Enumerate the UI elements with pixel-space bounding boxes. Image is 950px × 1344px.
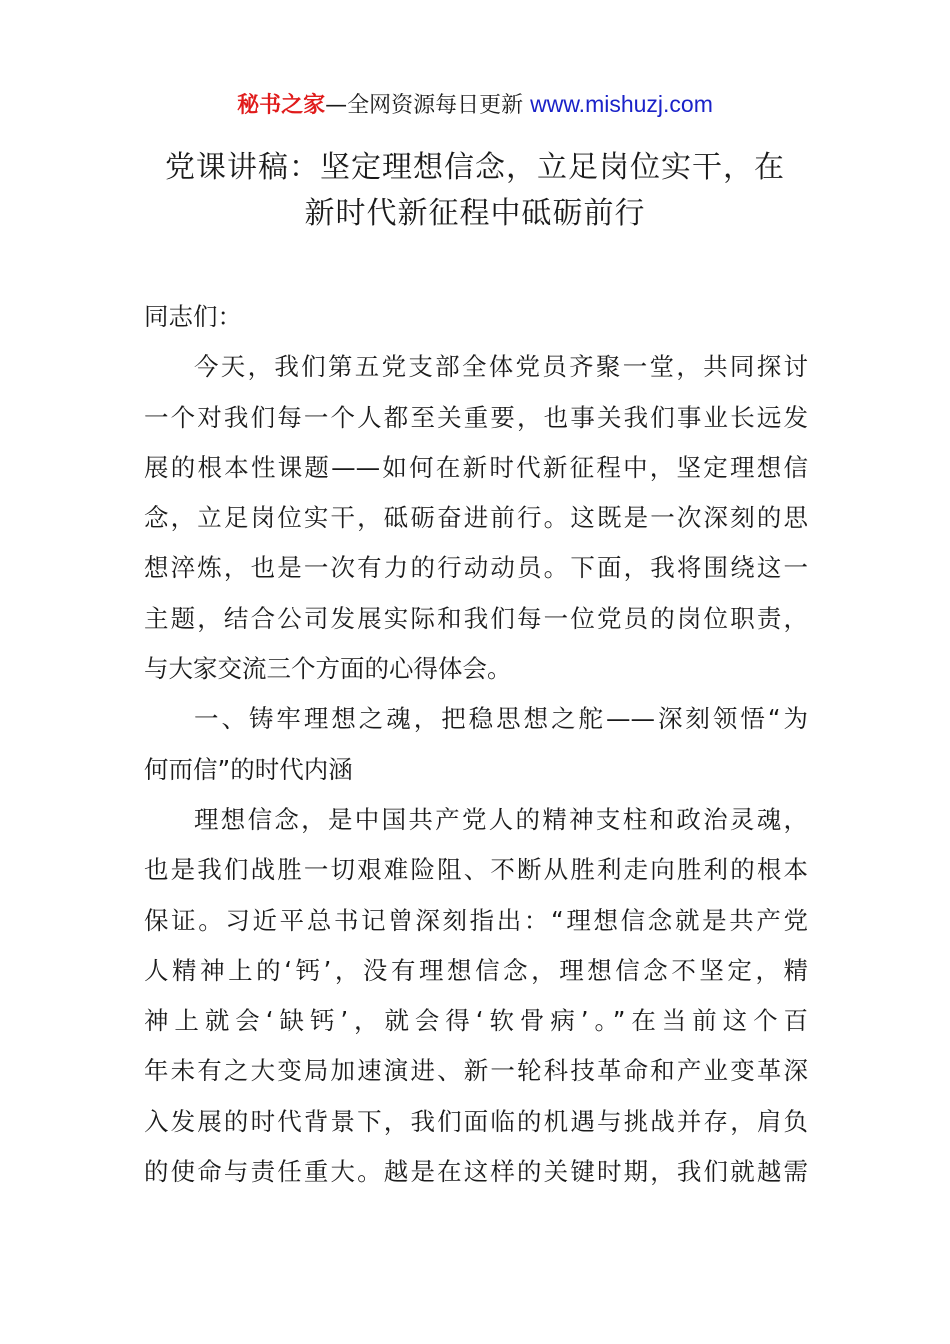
- paragraph-line: 年未有之大变局加速演进、新一轮科技革命和产业变革深: [144, 1056, 808, 1086]
- paragraph-line: 展的根本性课题——如何在新时代新征程中，坚定理想信: [144, 452, 808, 482]
- document-title: [145, 145, 805, 237]
- paragraph-line: 也是我们战胜一切艰难险阻、不断从胜利走向胜利的根本: [144, 855, 808, 885]
- paragraph-line: 念，立足岗位实干，砥砺奋进前行。这既是一次深刻的思: [144, 503, 808, 533]
- brand-name: 秘书之家: [237, 93, 326, 118]
- paragraph-line: 主题，结合公司发展实际和我们每一位党员的岗位职责，: [144, 603, 808, 633]
- paragraph-line: 神上就会‘缺钙’，就会得‘软骨病’。”在当前这个百: [144, 1006, 808, 1036]
- salutation: 同志们：: [144, 302, 242, 331]
- site-url-link[interactable]: www.mishuzj.com: [530, 91, 713, 117]
- section-heading-line: 何而信”的时代内涵: [144, 754, 353, 784]
- paragraph-line: 与大家交流三个方面的心得体会。: [144, 654, 512, 684]
- paragraph-line: 今天，我们第五党支部全体党员齐聚一堂，共同探讨: [194, 352, 808, 382]
- paragraph-line: 理想信念，是中国共产党人的精神支柱和政治灵魂，: [194, 804, 808, 834]
- document-body: [144, 292, 808, 1197]
- paragraph-line: 的使命与责任重大。越是在这样的关键时期，我们就越需: [144, 1157, 808, 1187]
- paragraph-line: 想淬炼，也是一次有力的行动动员。下面，我将围绕这一: [144, 553, 808, 583]
- header-tagline: —全网资源每日更新: [325, 93, 531, 118]
- paragraph-line: 一个对我们每一个人都至关重要，也事关我们事业长远发: [144, 402, 808, 432]
- paragraph-line: 人精神上的‘钙’，没有理想信念，理想信念不坚定，精: [144, 955, 808, 985]
- paragraph-line: 保证。习近平总书记曾深刻指出：“理想信念就是共产党: [144, 905, 808, 935]
- site-header: [0, 88, 950, 122]
- section-heading-line: 一、铸牢理想之魂，把稳思想之舵——深刻领悟“为: [194, 704, 808, 734]
- title-line-1: 党课讲稿：坚定理想信念，立足岗位实干，在: [165, 150, 785, 185]
- title-line-2: 新时代新征程中砥砺前行: [304, 196, 646, 231]
- paragraph-line: 入发展的时代背景下，我们面临的机遇与挑战并存，肩负: [144, 1106, 808, 1136]
